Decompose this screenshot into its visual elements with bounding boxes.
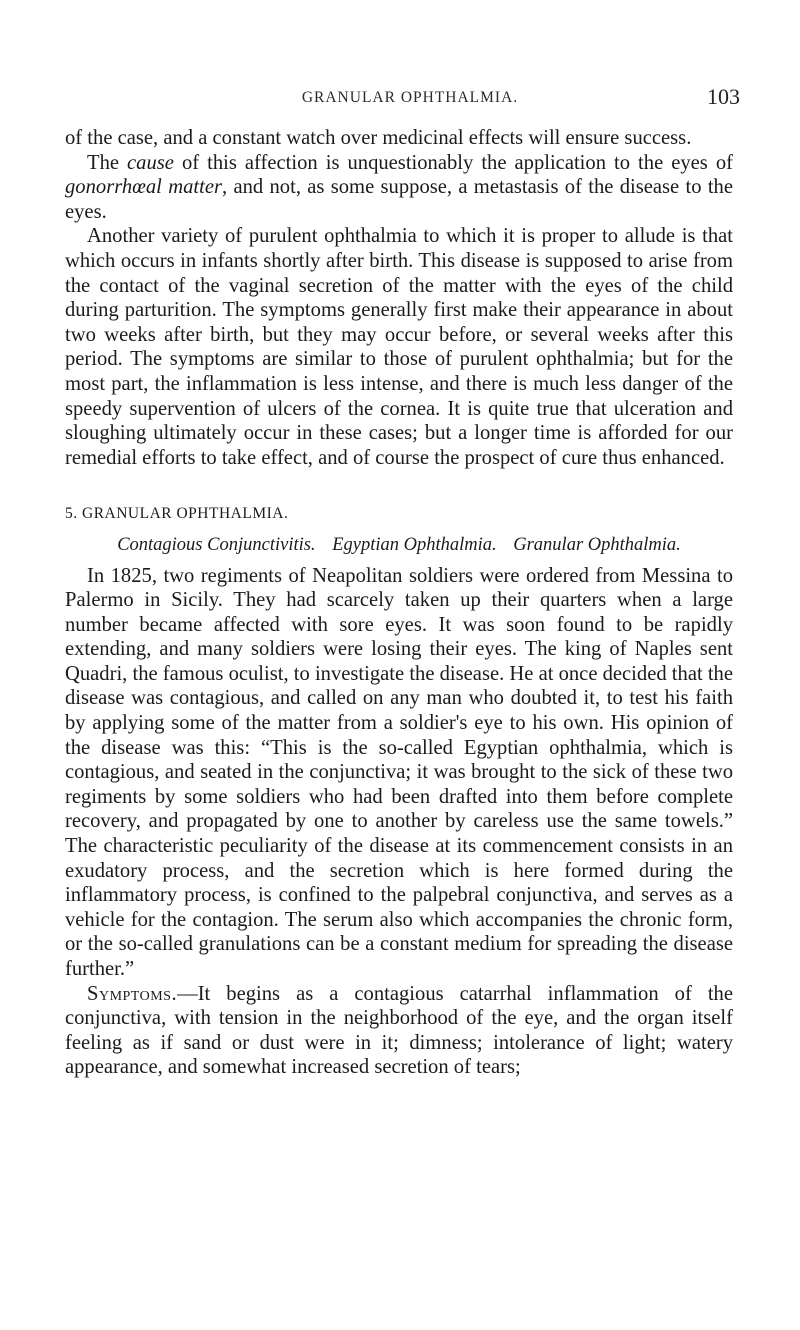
paragraph-continuation-text: of the case, and a constant watch over medicinal effects will ensure success.: [65, 127, 692, 149]
section-heading: 5. GRANULAR OPHTHALMIA.: [65, 505, 289, 523]
paragraph-continuation: [65, 126, 733, 151]
synonym-1: Contagious Conjunctivitis.: [117, 534, 316, 555]
running-head: [0, 84, 800, 113]
paragraph-cause: [65, 151, 733, 225]
synonym-3: Granular Ophthalmia.: [513, 534, 681, 555]
body-text: [65, 126, 733, 1080]
cause-text-1: The: [87, 151, 128, 174]
page-number: 103: [707, 84, 740, 109]
gonorrhoeal-matter-term: gonorrhœal matter: [65, 176, 222, 199]
cause-text-2: of this affection is unquestionably the application to the eyes of: [173, 151, 733, 174]
cause-text-3: , and not, as some suppose, a metastasis of the disease to the eyes.: [65, 176, 733, 223]
paragraph-infant-ophthalmia: Another variety of purulent ophthalmia to which it is proper to allude is that which occurs in infants shortly after birth. This disease is supposed to arise from the contact of the vaginal secretion of the matter with the eyes of the child during parturition. The symptoms generally first make their appearance in about two weeks after birth, but they may occur before, or several weeks after this period. The symptoms are similar to those of purulent ophthalmia; but for the most part, the inflammation is less intense, and there is much less danger of the speedy supervention of ulcers of the cornea. It is quite true that ulceration and sloughing ultimately occur in these cases; but a longer time is afforded for our remedial efforts to take effect, and of course the prospect of cure thus enhanced.: [65, 225, 733, 469]
synonym-2: Egyptian Ophthalmia.: [332, 534, 497, 555]
symptoms-text: —It begins as a contagious catarrhal inflammation of the conjunctiva, with tension in the neighborhood of the eye, and the organ itself feeling as if sand or dust were in it; dimness; intolerance of light; watery appearance, and somewhat increased secretion of tears;: [65, 982, 733, 1079]
synonyms-line: [65, 533, 733, 558]
symptoms-label: Symptoms.: [87, 982, 178, 1005]
paragraph-history: In 1825, two regiments of Neapolitan soldiers were ordered from Messina to Palermo in Sicily. They had scarcely taken up their quarters when a large number became affected with sore eyes. It was soon found to be rapidly extending, and many soldiers were losing their eyes. The king of Naples sent Quadri, the famous oculist, to investigate the disease. He at once decided that the disease was contagious, and called on any man who doubted it, to test his faith by applying some of the matter from a soldier's eye to his own. His opinion of the disease was this: “This is the so-called Egyptian ophthalmia, which is contagious, and seated in the conjunctiva; it was brought to the sick of these two regiments by some soldiers who had been drafted into them before complete recovery, and propagated by one to another by careless use the same towels.” The characteristic peculiarity of the disease at its commencement consists in an exudatory process, and the secretion which is here formed during the inflammatory process, is confined to the palpebral conjunctiva, and serves as a vehicle for the contagion. The serum also which accompanies the chronic form, or the so-called granulations can be a constant medium for spreading the disease further.”: [65, 564, 733, 980]
running-title: GRANULAR OPHTHALMIA.: [301, 89, 519, 106]
cause-italic-term: cause: [127, 151, 174, 174]
paragraph-symptoms: [65, 982, 733, 1080]
